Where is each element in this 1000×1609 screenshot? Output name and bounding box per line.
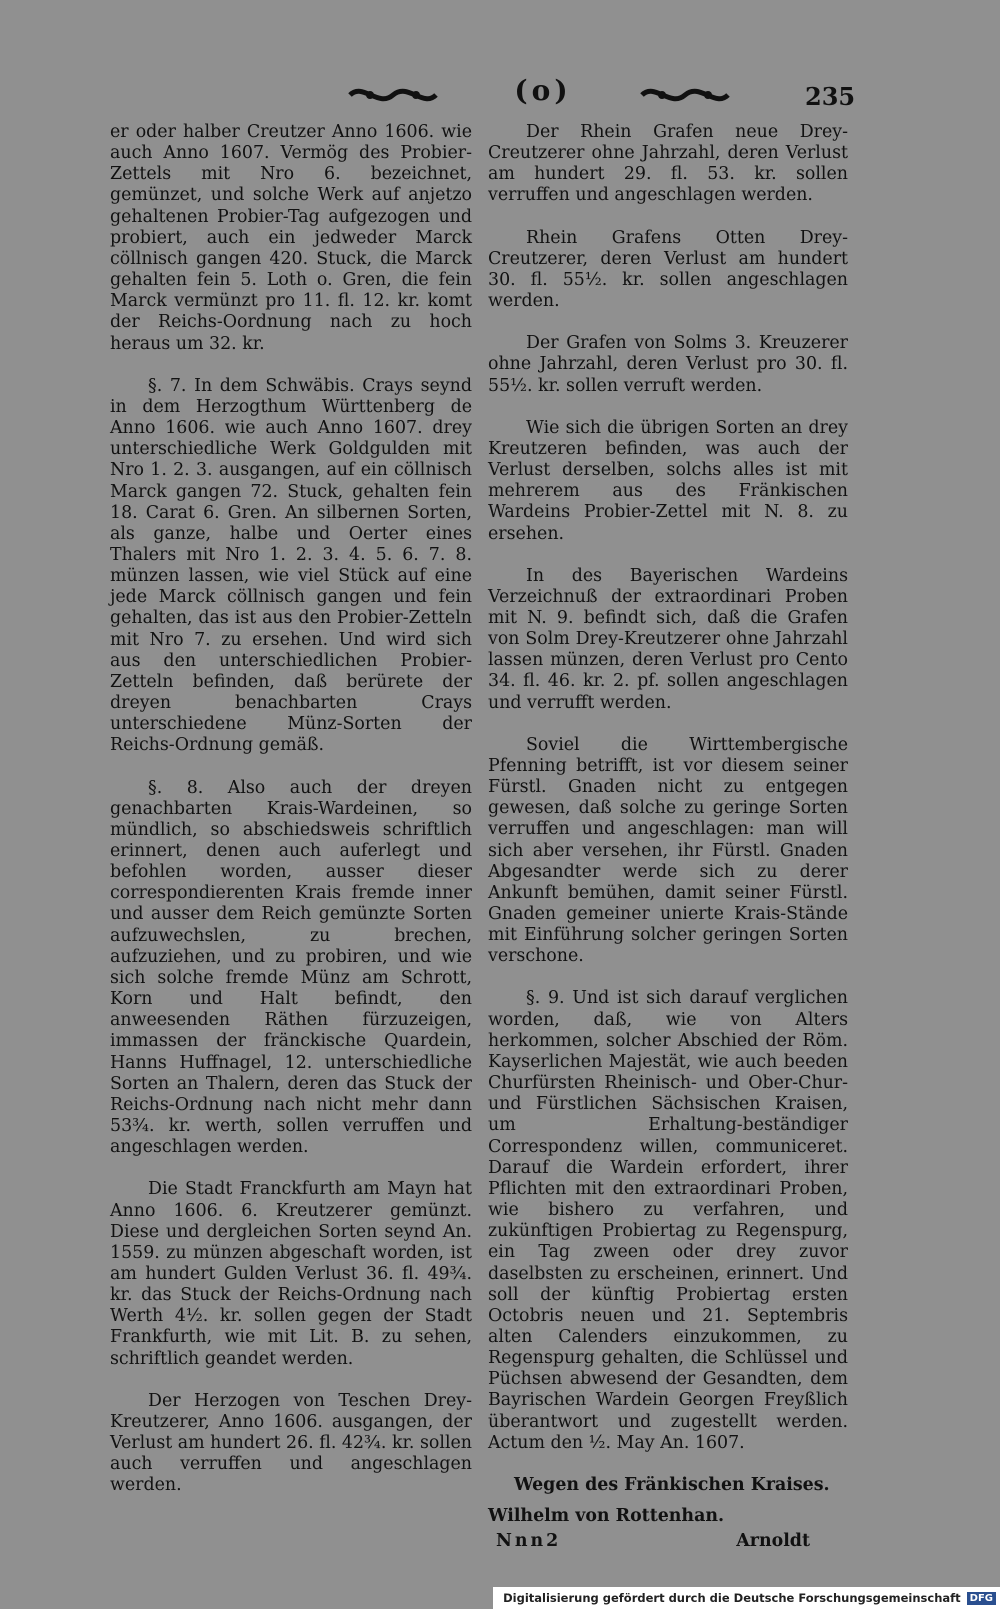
- signer-name: Wilhelm von Rottenhan.: [488, 1506, 725, 1527]
- ornament-left-icon: [348, 80, 438, 110]
- paragraph: §. 7. In dem Schwäbis. Crays seynd in dem Herzogthum Württenberg de Anno 1606. wie auch Anno 1607. drey unterschiedliche Werk Goldgulden mit Nro 1. 2. 3. ausgangen, auf ein cöllnisch Marck gangen 72. Stuck, gehalten fein 18. Carat 6. Gren. An silbernen Sorten, als ganze, halbe und Oerter eines Thalers mit Nro 1. 2. 3. 4. 5. 6. 7. 8. münzen lassen, wie viel Stück auf eine jede Marck cöllnisch gangen und fein gehalten, das ist aus den Probier-Zetteln mit Nro 7. zu ersehen. Und wird sich aus den unterschiedlichen Probier-Zetteln befinden, daß berürete der dreyen benachbarten Crays unterschiedene Münz-Sorten der Reichs-Ordnung gemäß.: [110, 375, 472, 756]
- paragraph: In des Bayerischen Wardeins Verzeichnuß der extraordinari Proben mit N. 9. befindt sich, daß die Grafen von Solm Drey-Kreutzerer ohne Jahrzahl lassen münzen, deren Verlust pro Cento 34. fl. 46. kr. 2. pf. sollen angeschlagen und verrufft werden.: [488, 565, 848, 713]
- page-header: [110, 72, 856, 122]
- paragraph: Wie sich die übrigen Sorten an drey Kreutzeren befinden, was auch der Verlust derselben, solchs alles ist mit mehrerem aus des Fränkischen Wardeins Probier-Zettel mit N. 8. zu ersehen.: [488, 417, 848, 544]
- ornament-right-icon: [640, 80, 730, 110]
- signature-row: [488, 1531, 848, 1557]
- page-number: 235: [805, 82, 856, 111]
- page-marker: (o): [514, 74, 572, 107]
- left-column: [110, 122, 472, 1518]
- paragraph: Die Stadt Franckfurth am Mayn hat Anno 1606. 6. Kreutzerer gemünzt. Diese und dergleichen Sorten seynd An. 1559. zu münzen abgeschaft worden, ist am hundert Gulden Verlust 36. fl. 49¾. kr. das Stuck der Reichs-Ordnung nach Werth 4½. kr. sollen gegen der Stadt Frankfurth, wie mit Lit. B. zu sehen, schriftlich geandet werden.: [110, 1179, 472, 1369]
- right-column: [488, 122, 848, 1557]
- paragraph: Der Herzogen von Teschen Drey-Kreutzerer, Anno 1606. ausgangen, der Verlust am hundert 26. fl. 42¾. kr. sollen auch verruffen und angeschlagen werden.: [110, 1390, 472, 1496]
- paragraph: §. 8. Also auch der dreyen genachbarten Krais-Wardeinen, so mündlich, so abschiedsweis schriftlich erinnert, denen auch auferlegt und befohlen worden, ausser dieser correspondierenten Krais fremde inner und ausser dem Reich gemünzte Sorten aufzuwechslen, zu brechen, aufzuziehen, und zu probiren, und wie sich solche fremde Münz am Schrott, Korn und Halt befindt, den anweesenden Räthen fürzuzeigen, immassen der fränckische Quardein, Hanns Huffnagel, 12. unterschiedliche Sorten an Thalern, deren das Stuck der Reichs-Ordnung nach nicht mehr dann 53¾. kr. werth, sollen verruffen und angeschlagen werden.: [110, 777, 472, 1158]
- paragraph: Der Grafen von Solms 3. Kreuzerer ohne Jahrzahl, deren Verlust pro 30. fl. 55½. kr. sollen verruft werden.: [488, 333, 848, 396]
- catchword: Nnn2: [496, 1531, 562, 1552]
- paragraph: Soviel die Wirttembergische Pfenning betrifft, ist vor diesem seiner Fürstl. Gnaden nicht zu entgegen gewesen, daß solche zu geringe Sorten verruffen und angeschlagen: man will sich aber versehen, ihr Fürstl. Gnaden Abgesandter werde sich zu derer Ankunft bemühen, damit seiner Fürstl. Gnaden gemeiner unierte Krais-Stände mit Einführung solcher geringen Sorten verschone.: [488, 734, 848, 967]
- dfg-logo: DFG: [967, 1592, 996, 1605]
- paragraph: Rhein Grafens Otten Drey-Creutzerer, deren Verlust am hundert 30. fl. 55½. kr. sollen angeschlagen werden.: [488, 227, 848, 312]
- footer-text: Digitalisierung gefördert durch die Deutsche Forschungsgemeinschaft: [503, 1591, 961, 1605]
- paragraph: §. 9. Und ist sich darauf verglichen worden, daß, wie von Alters herkommen, solcher Abschied der Röm. Kayserlichen Majestät, wie auch beeden Churfürsten Rheinisch- und Ober-Chur- und Fürstlichen Sächsischen Kraisen, um Erhaltung-beständiger Correspondenz willen, communiceret. Darauf die Wardein erfordert, ihrer Pflichten mit den extraordinari Proben, wie bishero zu verfahren, und zukünftigen Probiertag zu Regenspurg, ein Tag zween oder drey zuvor daselbsten zu erscheinen, erinnert. Und soll der künftig Probiertag ersten Octobris neuen und 21. Septembris alten Calenders einzukommen, zu Regenspurg gehalten, die Schlüssel und Püchsen abwesend der Gesandten, dem Bayrischen Wardein Georgen Freyßlich überantwort und zugestellt werden. Actum den ¹⁄₂. May An. 1607.: [488, 988, 848, 1453]
- signature-title: Wegen des Fränkischen Kraises.: [514, 1474, 830, 1495]
- paragraph: er oder halber Creutzer Anno 1606. wie auch Anno 1607. Vermög des Probier-Zettels mit Nro 6. bezeichnet, gemünzet, und solche Werk auf anjetzo gehaltenen Probier-Tag aufgezogen und probiert, auch ein jedweder Marck cöllnisch gangen 420. Stuck, die Marck gehalten fein 5. Loth o. Gren, die fein Marck vermünzt pro 11. fl. 12. kr. komt der Reichs-Oordnung nach zu hoch heraus um 32. kr.: [110, 122, 472, 354]
- footer-banner: [493, 1587, 1000, 1609]
- signer-name-secondary: Arnoldt: [736, 1531, 810, 1552]
- paragraph: Der Rhein Grafen neue Drey-Creutzerer ohne Jahrzahl, deren Verlust am hundert 29. fl. 53. kr. sollen verruffen und angeschlagen werden.: [488, 122, 848, 206]
